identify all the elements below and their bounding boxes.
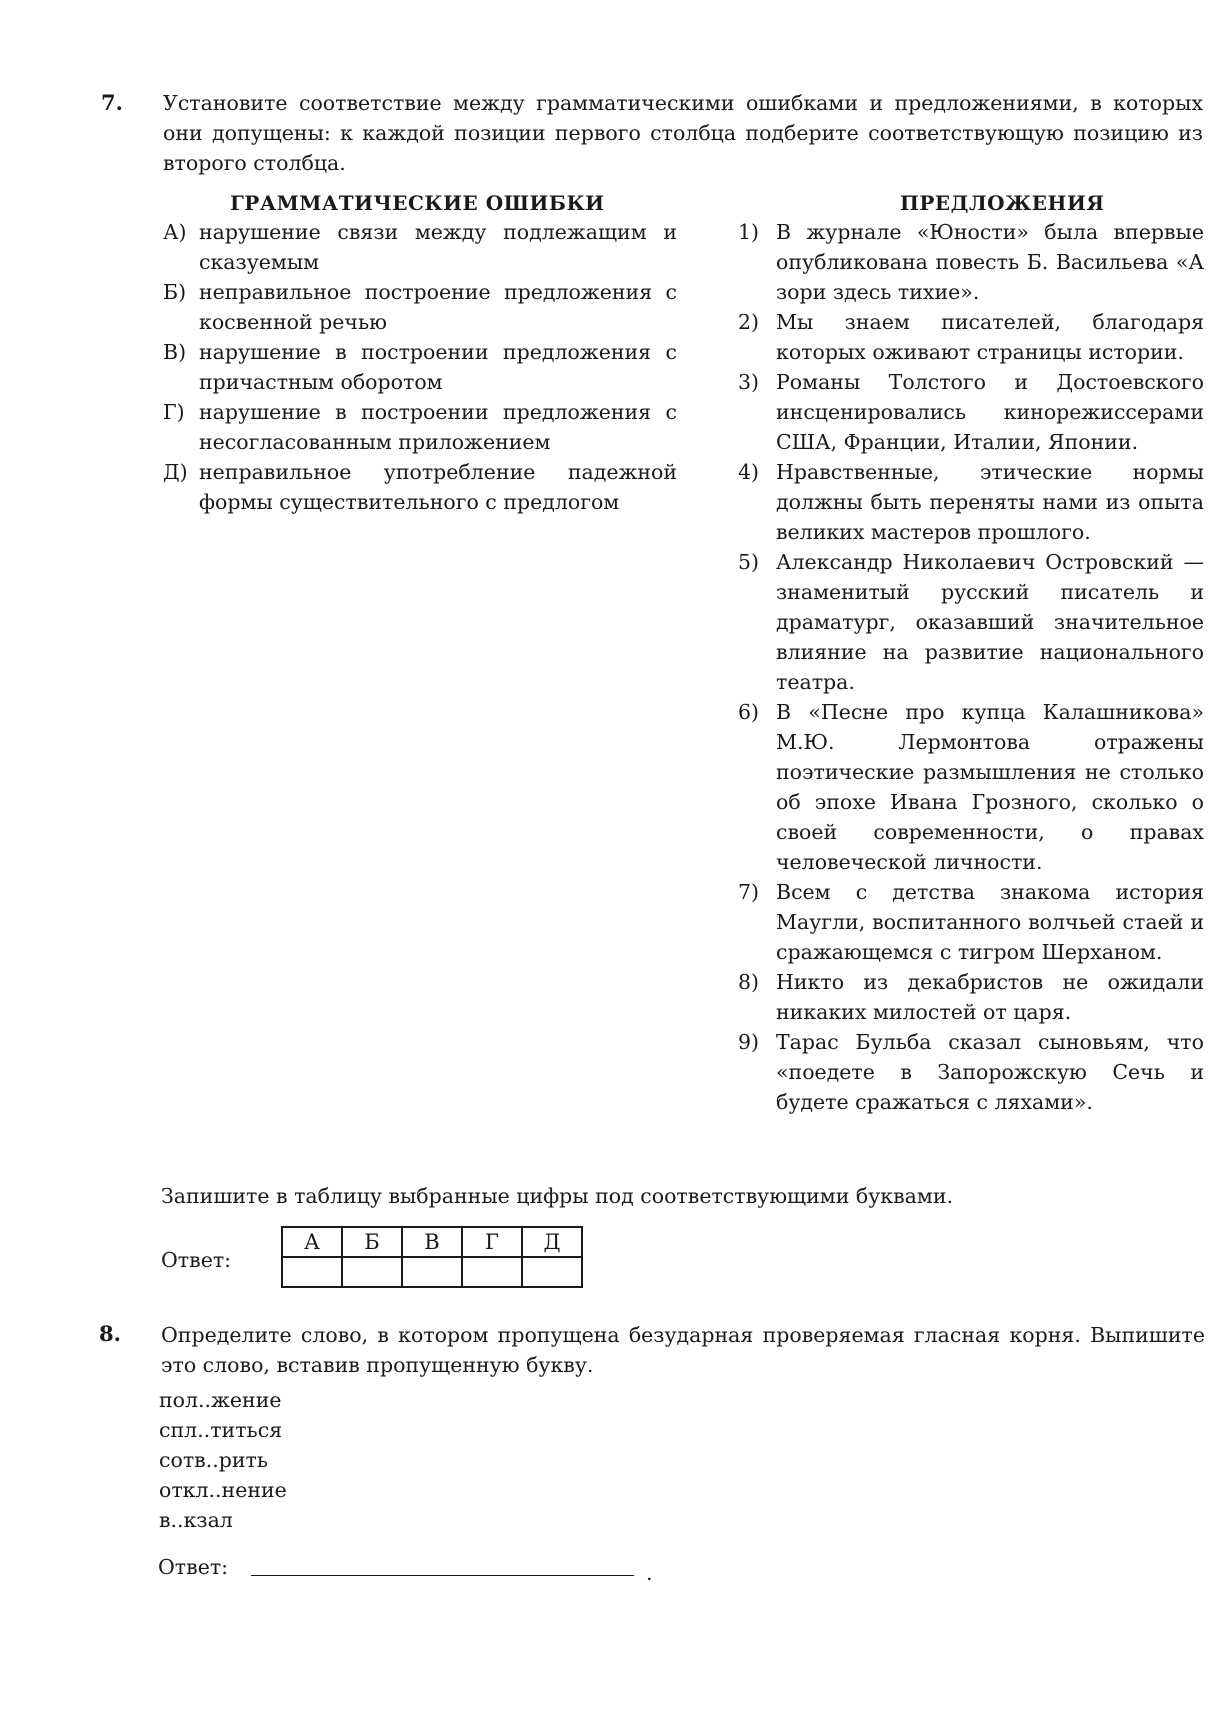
- task-8-number: 8.: [99, 1321, 121, 1346]
- sentence-text: Тарас Бульба сказал сыновьям, что «поедете в Запорожскую Сечь и будете сражаться с ляхами».: [776, 1030, 1204, 1114]
- sentence-label: 8): [738, 970, 760, 994]
- sentence-text: В журнале «Юности» была впервые опубликована повесть Б. Васильева «А зори здесь тихие».: [776, 220, 1204, 304]
- errors-list: [163, 217, 677, 517]
- error-text: нарушение в построении предложения с причастным оборотом: [199, 340, 677, 394]
- sentence-text: Александр Николаевич Островский — знаменитый русский писатель и драматург, оказавший значительное влияние на развитие национального театра.: [776, 550, 1204, 694]
- sentence-text: Мы знаем писателей, благодаря которых оживают страницы истории.: [776, 310, 1204, 364]
- sentence-label: 3): [738, 370, 760, 394]
- answer-table-input-row: [282, 1257, 582, 1287]
- error-label: Д): [163, 460, 188, 484]
- answer-input-cell[interactable]: [522, 1257, 582, 1287]
- answer-input-cell[interactable]: [342, 1257, 402, 1287]
- error-item: [163, 217, 677, 277]
- sentence-item: [738, 307, 1204, 367]
- task-7-number: 7.: [101, 90, 123, 115]
- sentence-item: [738, 457, 1204, 547]
- sentence-item: [738, 877, 1204, 967]
- sentence-text: Нравственные, этические нормы должны быть переняты нами из опыта великих мастеров прошлого.: [776, 460, 1204, 544]
- error-label: А): [163, 220, 187, 244]
- answer-header-cell: А: [282, 1227, 342, 1257]
- sentence-label: 2): [738, 310, 760, 334]
- task-8-question: Определите слово, в котором пропущена безударная проверяемая гласная корня. Выпишите это слово, вставив пропущенную букву.: [161, 1323, 1205, 1377]
- error-text: неправильное употребление падежной формы существительного с предлогом: [199, 460, 677, 514]
- error-label: Б): [163, 280, 187, 304]
- sentence-item: [738, 967, 1204, 1027]
- error-item: [163, 337, 677, 397]
- sentence-item: [738, 547, 1204, 697]
- sentences-heading: ПРЕДЛОЖЕНИЯ: [900, 191, 1105, 215]
- answer-table: [281, 1226, 583, 1288]
- sentence-label: 1): [738, 220, 760, 244]
- error-item: [163, 277, 677, 337]
- sentence-item: [738, 367, 1204, 457]
- sentence-text: В «Песне про купца Калашникова» М.Ю. Лермонтова отражены поэтические размышления не столько об эпохе Ивана Грозного, сколько о своей современности, о правах человеческой личности.: [776, 700, 1204, 874]
- error-text: неправильное построение предложения с косвенной речью: [199, 280, 677, 334]
- answer-header-cell: Б: [342, 1227, 402, 1257]
- sentence-item: [738, 217, 1204, 307]
- word-option: сотв..рить: [159, 1448, 269, 1472]
- sentence-label: 7): [738, 880, 760, 904]
- sentence-item: [738, 1027, 1204, 1117]
- sentence-label: 9): [738, 1030, 760, 1054]
- task-7-question: Установите соответствие между грамматическими ошибками и предложениями, в которых они допущены: к каждой позиции первого столбца подберите соответствующую позицию из второго столбца.: [163, 91, 1203, 175]
- error-label: Г): [163, 400, 185, 424]
- error-item: [163, 397, 677, 457]
- task-7-answer-label: Ответ:: [161, 1248, 232, 1272]
- sentence-label: 6): [738, 700, 760, 724]
- answer-input-cell[interactable]: [402, 1257, 462, 1287]
- error-text: нарушение связи между подлежащим и сказуемым: [199, 220, 677, 274]
- sentences-list: [738, 217, 1204, 1117]
- answer-line[interactable]: [251, 1575, 634, 1576]
- errors-heading: ГРАММАТИЧЕСКИЕ ОШИБКИ: [230, 191, 605, 215]
- error-item: [163, 457, 677, 517]
- error-text: нарушение в построении предложения с несогласованным приложением: [199, 400, 677, 454]
- answer-input-cell[interactable]: [462, 1257, 522, 1287]
- sentence-label: 5): [738, 550, 760, 574]
- word-option: спл..титься: [159, 1418, 283, 1442]
- word-option: в..кзал: [159, 1508, 233, 1532]
- sentence-text: Никто из декабристов не ожидали никаких милостей от царя.: [776, 970, 1204, 1024]
- answer-header-cell: Г: [462, 1227, 522, 1257]
- task-8-answer-label: Ответ:: [158, 1555, 229, 1579]
- answer-header-cell: В: [402, 1227, 462, 1257]
- error-label: В): [163, 340, 187, 364]
- table-instruction: Запишите в таблицу выбранные цифры под соответствующими буквами.: [161, 1184, 954, 1208]
- word-option: откл..нение: [159, 1478, 287, 1502]
- answer-input-cell[interactable]: [282, 1257, 342, 1287]
- answer-table-header-row: [282, 1227, 582, 1257]
- sentence-label: 4): [738, 460, 760, 484]
- sentence-text: Всем с детства знакома история Маугли, воспитанного волчьей стаей и сражающемся с тигром Шерханом.: [776, 880, 1204, 964]
- answer-end-period: .: [646, 1561, 653, 1585]
- answer-header-cell: Д: [522, 1227, 582, 1257]
- sentence-text: Романы Толстого и Достоевского инсценировались кинорежиссерами США, Франции, Италии, Японии.: [776, 370, 1204, 454]
- sentence-item: [738, 697, 1204, 877]
- word-option: пол..жение: [159, 1388, 282, 1412]
